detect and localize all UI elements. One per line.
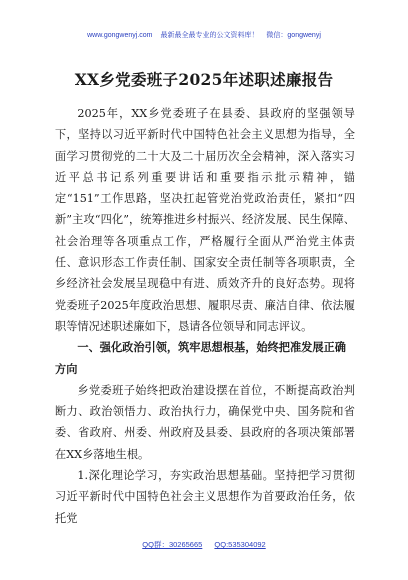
section-heading: 一、强化政治引领，筑牢思想根基，始终把准发展正确方向 [55, 341, 346, 376]
intro-paragraph: 2025年，XX乡党委班子在县委、县政府的坚强领导下，坚持以习近平新时代中国特色社会主义思想为指导，全面学习贯彻党的二十大及二十届历次全会精神，深入落实习近平总书记系列重要讲话和重要指示批示精神，锚定“151”工作思路，坚决扛起管党治党政治责任，紧扣“四新”主攻“四化”，统筹推进乡村振兴、经济发展、民生保障、社会治理等各项重点工作，严格履行全面从严治党主体责任、意识形态工作责任制、国家安全责任制等各项职责，全乡经济社会发展呈现稳中有进、质效齐升的良好态势。现将党委班子2025年度政治思想、履职尽责、廉洁自律、依法履职等情况述职述廉如下，恳请各位领导和同志评议。 [55, 107, 355, 333]
qq-contact-link[interactable]: QQ:535304092 [214, 540, 266, 549]
document-title: XX乡党委班子2025年述职述廉报告 [74, 70, 334, 89]
section-paragraph: 乡党委班子始终把政治建设摆在首位，不断提高政治判断力、政治领悟力、政治执行力，确保党中央、国务院和省委、省政府、州委、州政府及县委、县政府的各项决策部署在XX乡落地生根。 [55, 383, 355, 461]
wechat-id: 微信：gongwenyj [266, 32, 321, 39]
document-body [55, 103, 355, 529]
qq-group-link[interactable]: QQ群：30265665 [142, 540, 203, 549]
site-header [0, 30, 408, 40]
subsection-paragraph: 1.深化理论学习，夯实政治思想基础。坚持把学习贯彻习近平新时代中国特色社会主义思想作为首要政治任务，依托党 [55, 469, 355, 525]
site-url[interactable]: www.gongwenyj.com [87, 32, 153, 39]
site-footer [0, 539, 408, 550]
site-slogan: 最新最全最专业的公文资料库！ [160, 32, 259, 39]
